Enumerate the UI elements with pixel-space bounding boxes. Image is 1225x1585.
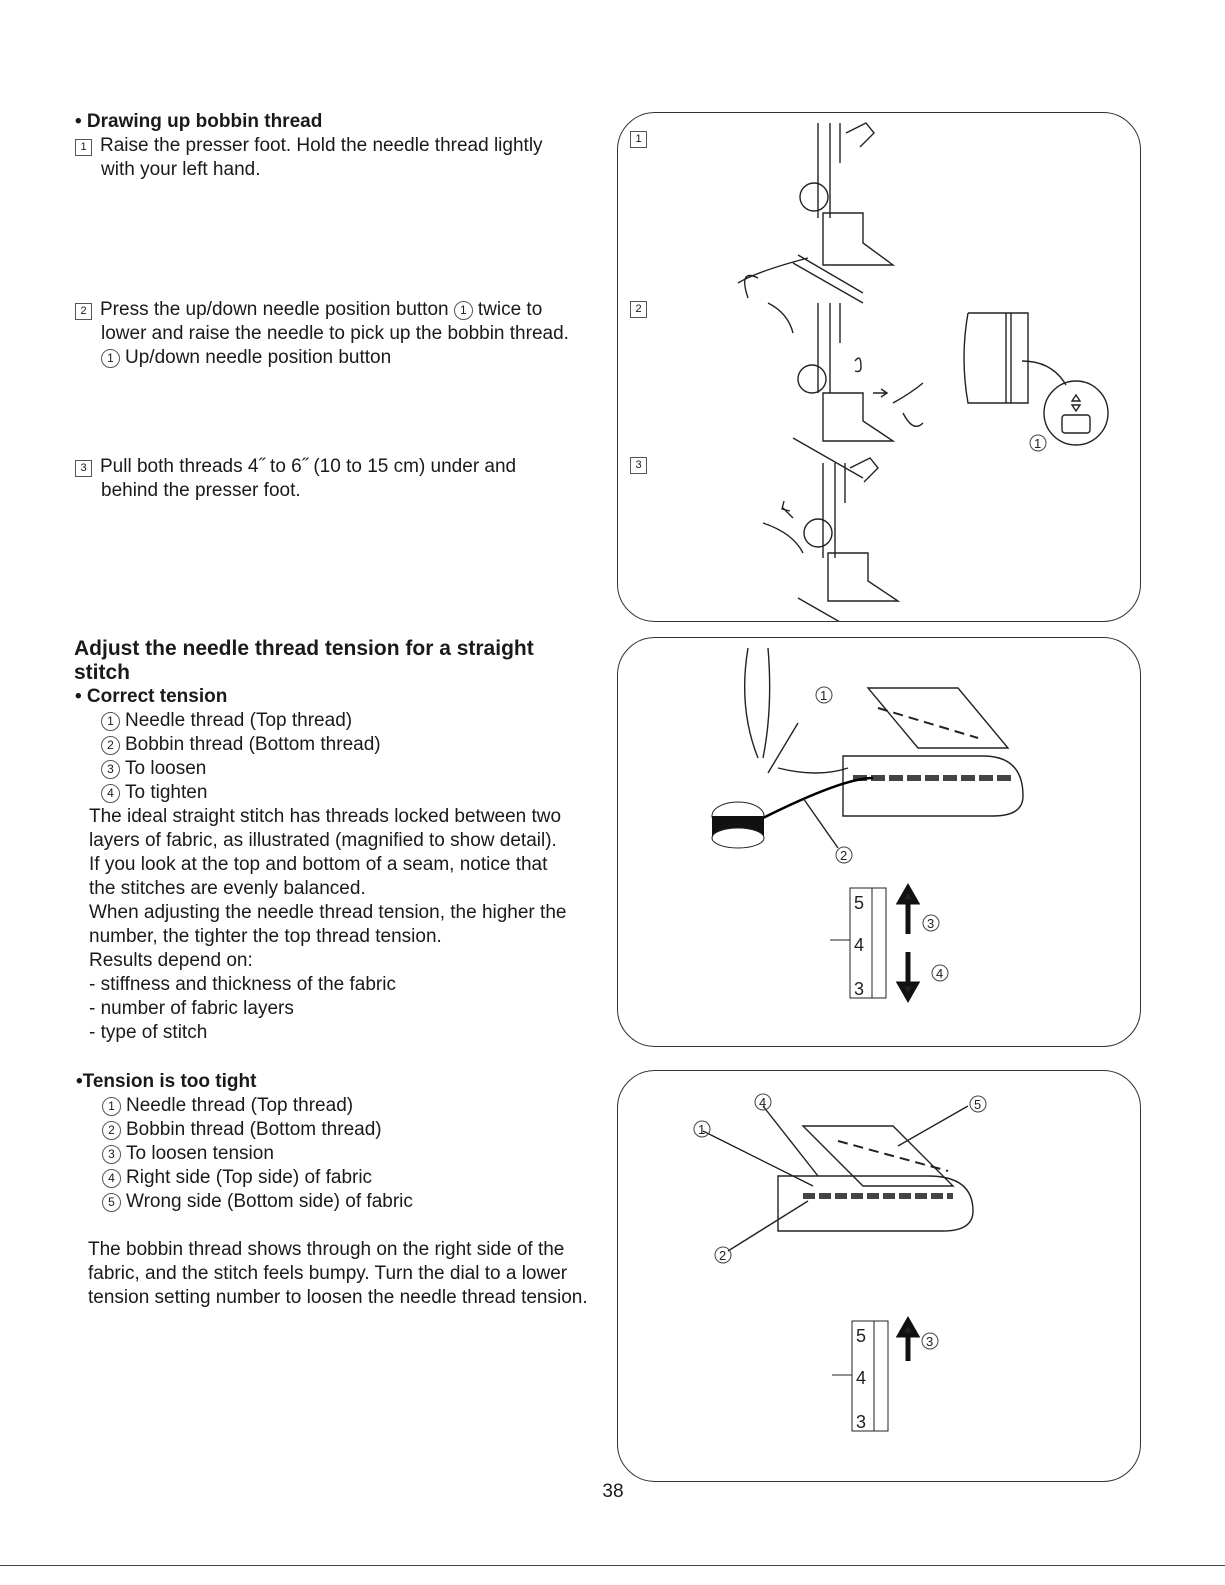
marker-2-label: 2 — [840, 848, 848, 863]
dial-number-5: 5 — [854, 893, 865, 913]
body-paragraph: The bobbin thread shows through on the right side of the fabric, and the stitch feels bumpy. Turn the dial to a lower tension setting number to loosen the needle thread tension. — [88, 1239, 588, 1308]
presser-foot-3 — [763, 458, 898, 621]
legend-item: 5 Wrong side (Bottom side) of fabric — [76, 1190, 616, 1214]
bobbin-section: • Drawing up bobbin thread 1 Raise the presser foot. Hold the needle thread lightly with your left hand. — [75, 110, 605, 182]
section-heading: • Drawing up bobbin thread — [75, 111, 323, 132]
marker-1: 1 — [454, 301, 473, 320]
fabric-top-layer — [868, 688, 1008, 748]
too-tight-section — [76, 1070, 616, 1310]
marker-2-label: 2 — [719, 1248, 727, 1263]
marker-5-label: 5 — [974, 1097, 982, 1112]
legend-item: 2 Bobbin thread (Bottom thread) — [76, 1118, 616, 1142]
machine-button-detail — [964, 313, 1108, 445]
bottom-rule — [0, 1565, 1225, 1566]
step-3: 3 Pull both threads 4˝ to 6˝ (10 to 15 cm) under and — [75, 455, 605, 479]
body-paragraph: The ideal straight stitch has threads locked between two layers of fabric, as illustrated (magnified to show detail). If you look at the top and bottom of a seam, notice that the stitches are evenly balanced. When adjusting the needle thread tension, the higher the number, the tighter the top thread tension. Results depend on: - stiffness and thickness of the fabric - number of fabric layers - type of stitch — [89, 806, 567, 1043]
needle — [745, 648, 770, 758]
step-3-block: 3 Pull both threads 4˝ to 6˝ (10 to 15 cm) under and behind the presser foot. — [75, 455, 605, 503]
fabric-fold — [778, 1176, 973, 1231]
marker-1-label: 1 — [1034, 436, 1042, 451]
correct-tension-illustration — [618, 638, 1140, 1046]
legend-item: 4 Right side (Top side) of fabric — [76, 1166, 616, 1190]
legend-item: 1 Needle thread (Top thread) — [76, 1094, 616, 1118]
presser-foot-2 — [768, 303, 923, 478]
marker-1-label: 1 — [820, 688, 828, 703]
step-2: 2 Press the up/down needle position button 1 twice to — [75, 298, 605, 322]
step-1: 1 Raise the presser foot. Hold the needle thread lightly — [75, 134, 605, 158]
subheading-correct-tension: • Correct tension — [75, 686, 228, 707]
marker-4-label: 4 — [936, 966, 944, 981]
fabric-fold — [843, 756, 1023, 816]
step-number: 2 — [75, 303, 92, 320]
step-label-3: 3 — [630, 457, 647, 474]
tension-section: Adjust the needle thread tension for a straight stitch • Correct tension 1 Needle thread (Top thread) 2 Bobbin thread (Bottom thread) 3 To loosen 4 To tighten The ideal straight stitch has threads locked between two layers of fabric, as illustrated (magnified to show detail). If you look at the top and bottom of a seam, notice that the stitches are evenly balanced. When adjusting the needle thread tension, the higher the number, the tighter the top thread tension. Results depend on: - stiffness and thickness of the fabric - number of fabric layers - type of stitch — [74, 637, 604, 1045]
legend-item: 1 Up/down needle position button — [75, 346, 605, 370]
page-number: 38 — [602, 1481, 624, 1502]
bobbin-icon — [712, 802, 764, 848]
legend-item: 2 Bobbin thread (Bottom thread) — [75, 733, 604, 757]
dial-number-5: 5 — [856, 1326, 867, 1346]
tension-dial — [832, 1321, 916, 1432]
step-number: 3 — [75, 460, 92, 477]
legend-item: 3 To loosen — [75, 757, 604, 781]
section-title: Adjust the needle thread tension for a straight — [74, 637, 534, 660]
step-label-2: 2 — [630, 301, 647, 318]
step-number: 1 — [75, 139, 92, 156]
figure-threading-steps — [617, 112, 1141, 622]
marker-4-label: 4 — [759, 1095, 767, 1110]
legend-item: 3 To loosen tension — [76, 1142, 616, 1166]
step-label-1: 1 — [630, 131, 647, 148]
subheading-too-tight: •Tension is too tight — [76, 1071, 257, 1092]
legend-item: 4 To tighten — [75, 781, 604, 805]
fabric-top-layer — [803, 1126, 953, 1186]
dial-number-4: 4 — [856, 1368, 867, 1388]
legend-item: 1 Needle thread (Top thread) — [75, 709, 604, 733]
step-2-block: 2 Press the up/down needle position button 1 twice to lower and raise the needle to pick up the bobbin thread. 1 Up/down needle position button — [75, 298, 605, 370]
tension-dial — [830, 888, 916, 999]
marker-3-label: 3 — [927, 916, 935, 931]
marker-1-label: 1 — [698, 1122, 706, 1137]
too-tight-illustration — [618, 1071, 1140, 1481]
dial-number-4: 4 — [854, 935, 865, 955]
figure-correct-tension — [617, 637, 1141, 1047]
figure-tension-too-tight — [617, 1070, 1141, 1482]
marker-3-label: 3 — [926, 1334, 934, 1349]
presser-foot-illustrations — [618, 113, 1140, 621]
presser-foot-1 — [738, 123, 893, 303]
dial-number-3: 3 — [856, 1412, 867, 1432]
dial-number-3: 3 — [854, 979, 865, 999]
